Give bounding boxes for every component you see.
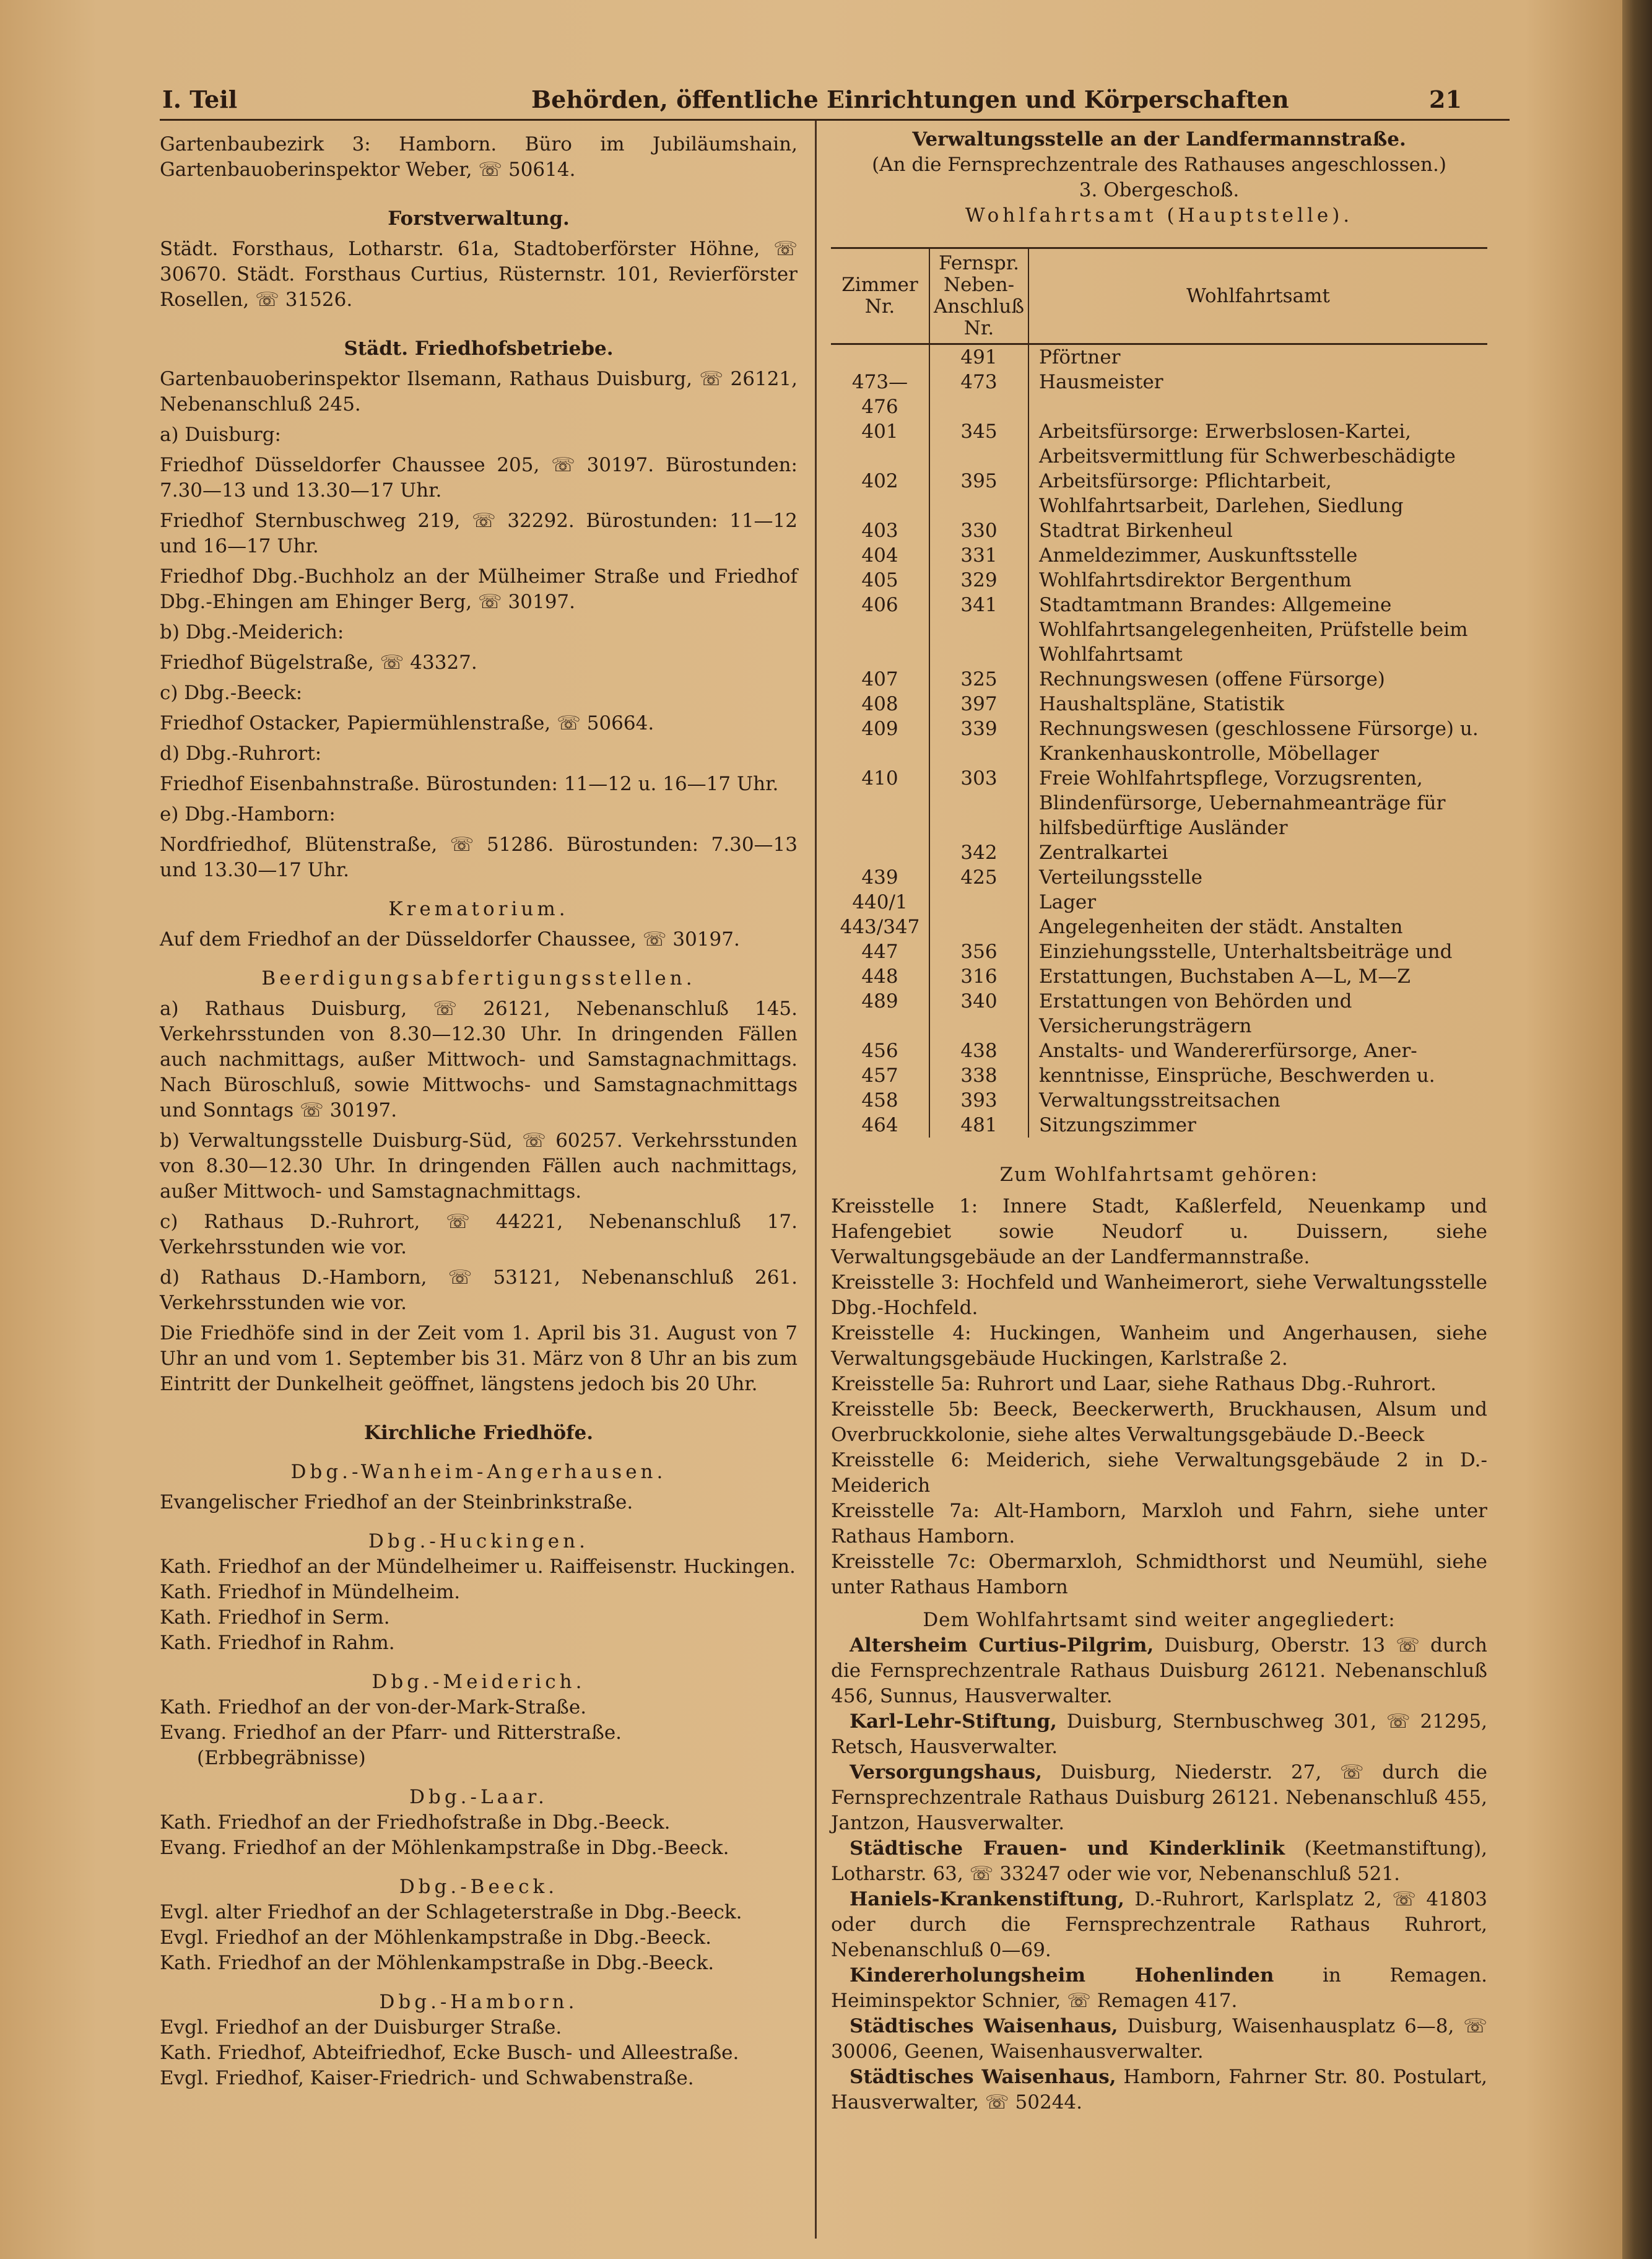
table-row [831,1063,1487,1088]
paragraph: Friedhof Eisenbahnstraße. Bürostunden: 11—12 u. 16—17 Uhr. [160,773,779,795]
list-item: Evgl. Friedhof an der Duisburger Straße. [160,2016,562,2039]
subsection-heading: Dbg.-Huckingen. [368,1530,589,1552]
part-label: I. Teil [162,85,238,113]
room-cell: 489 [861,990,898,1012]
phone-cell: 491 [929,344,1028,370]
office-cell: Sitzungszimmer [1039,1114,1196,1136]
section-heading: Forstverwaltung. [388,207,570,230]
phone-cell: 356 [929,939,1028,964]
kreisstelle-entry: Kreisstelle 3: Hochfeld und Wanheimerort, siehe Verwaltungsstelle Dbg.-Hochfeld. [831,1271,1487,1319]
paragraph: c) Dbg.-Beeck: [160,682,303,704]
table-row [831,692,1487,716]
phone-cell: 330 [929,518,1028,543]
institution-details: Duisburg, Sternbuschweg 301, ☏ 21295, Retsch, Hausverwalter. [831,1710,1487,1758]
table-row [831,419,1487,469]
room-cell: 404 [861,544,898,567]
paragraph: d) Dbg.-Ruhrort: [160,742,322,765]
office-cell: Haushaltspläne, Statistik [1039,693,1284,715]
phone-cell: 325 [929,667,1028,692]
institution-entry [831,2065,1487,2115]
institution-name: Städtische Frauen- und Kinderklinik [850,1837,1285,1860]
list-item: Kath. Friedhof in Rahm. [160,1632,395,1654]
institution-entry [831,1709,1487,1760]
room-cell: 405 [861,569,898,591]
table-row [831,865,1487,890]
col-header-phone: Fernspr. Neben-Anschluß Nr. [929,248,1028,344]
institution-name: Altersheim Curtius-Pilgrim, [850,1634,1154,1656]
office-cell: Lager [1039,891,1097,913]
kreisstelle-entry: Kreisstelle 7a: Alt-Hamborn, Marxloh und Fahrn, siehe unter Rathaus Hamborn. [831,1500,1487,1547]
section-heading: Kirchliche Friedhöfe. [364,1422,593,1444]
table-row [831,593,1487,667]
kreisstelle-entry: Kreisstelle 6: Meiderich, siehe Verwaltungsgebäude 2 in D.-Meiderich [831,1449,1487,1497]
office-label: Wohlfahrtsamt (Hauptstelle). [965,204,1354,227]
table-row [831,964,1487,989]
left-column [160,127,798,2091]
list-item: Evgl. Friedhof an der Möhlenkampstraße in Dbg.-Beeck. [160,1926,711,1949]
phone-cell: 329 [929,568,1028,593]
office-cell: Angelegenheiten der städt. Anstalten [1039,916,1403,938]
phone-cell [929,890,1028,915]
table-row [831,915,1487,939]
paragraph: Friedhof Ostacker, Papiermühlenstraße, ☏ 50664. [160,712,654,734]
phone-cell: 331 [929,543,1028,568]
phone-cell: 473 [929,370,1028,419]
institution-name: Haniels-Krankenstiftung, [850,1888,1124,1910]
room-cell: 403 [861,520,898,542]
office-cell: Erstattungen von Behörden und Versicherungsträgern [1039,990,1352,1037]
institution-details: Duisburg, Niederstr. 27, ☏ durch die Fernsprechzentrale Rathaus Duisburg 26121. Nebenanschluß 455, Jantzon, Hausverwalter. [831,1761,1487,1834]
paragraph: Städt. Forsthaus, Lotharstr. 61a, Stadtoberförster Höhne, ☏ 30670. Städt. Forsthaus Curtius, Rüsternstr. 101, Revierförster Rosellen, ☏ 31526. [160,238,798,311]
phone-cell: 395 [929,469,1028,518]
room-cell [831,840,929,865]
paragraph: e) Dbg.-Hamborn: [160,803,336,825]
room-cell: 448 [861,965,898,988]
list-item: Kath. Friedhof an der von-der-Mark-Straße. [160,1696,587,1718]
room-cell: 407 [861,668,898,690]
office-cell: Stadtamtmann Brandes: Allgemeine Wohlfahrtsangelegenheiten, Prüfstelle beim Wohlfahrtsamt [1039,594,1468,666]
col-header-office: Wohlfahrtsamt [1028,248,1487,344]
institution-entry [831,1836,1487,1887]
section-title: Verwaltungsstelle an der Landfermannstraße. [912,128,1406,150]
subsection-heading: Dbg.-Meiderich. [372,1671,586,1693]
office-cell: Einziehungsstelle, Unterhaltsbeiträge und [1039,941,1453,963]
page-number: 21 [1429,85,1462,113]
attached-title: Dem Wohlfahrtsamt sind weiter angegliedert: [923,1609,1396,1631]
table-row [831,766,1487,840]
list-item: Kath. Friedhof, Abteifriedhof, Ecke Busch- und Alleestraße. [160,2042,739,2064]
list-item: Kath. Friedhof in Serm. [160,1606,390,1629]
office-cell: Verteilungsstelle [1039,866,1202,889]
room-cell: 464 [861,1114,898,1136]
paragraph: Gartenbauoberinspektor Ilsemann, Rathaus Duisburg, ☏ 26121, Nebenanschluß 245. [160,368,798,416]
room-cell: 439 [861,866,898,889]
institution-details: (Keetmanstiftung), Lotharstr. 63, ☏ 33247 oder wie vor, Nebenanschluß 521. [831,1837,1488,1885]
room-table [831,247,1487,1138]
paragraph: d) Rathaus D.-Hamborn, ☏ 53121, Nebenanschluß 261. Verkehrsstunden wie vor. [160,1266,798,1314]
phone-cell: 338 [929,1063,1028,1088]
paragraph: a) Duisburg: [160,424,281,446]
institution-entry [831,1887,1487,1963]
phone-cell: 438 [929,1038,1028,1063]
phone-cell [929,915,1028,939]
phone-cell: 341 [929,593,1028,667]
paragraph: Friedhof Sternbuschweg 219, ☏ 32292. Bürostunden: 11—12 und 16—17 Uhr. [160,510,798,557]
institution-name: Versorgungshaus, [850,1761,1043,1783]
room-cell: 456 [861,1040,898,1062]
institution-name: Städtisches Waisenhaus, [850,2015,1118,2037]
list-item: Kath. Friedhof an der Möhlenkampstraße in Dbg.-Beeck. [160,1952,715,1974]
office-cell: Freie Wohlfahrtspflege, Vorzugsrenten, Blindenfürsorge, Uebernahmeanträge für hilfsbedürftige Ausländer [1039,767,1446,839]
subsection-heading: Beerdigungsabfertigungsstellen. [261,967,696,990]
phone-cell: 342 [929,840,1028,865]
table-row [831,939,1487,964]
room-cell [831,344,929,370]
right-column [831,127,1487,2115]
section-heading: Städt. Friedhofsbetriebe. [344,337,614,360]
list-item: Evang. Friedhof an der Möhlenkampstraße in Dbg.-Beeck. [160,1837,729,1859]
floor-label: 3. Obergeschoß. [1079,179,1240,201]
table-row [831,1038,1487,1063]
subsection-heading: Dbg.-Beeck. [399,1876,559,1898]
subsection-heading: Krematorium. [388,898,569,920]
col-header-room: Zimmer Nr. [831,248,929,344]
list-item: Evang. Friedhof an der Pfarr- und Ritterstraße. [160,1721,622,1744]
office-cell: Arbeitsfürsorge: Erwerbslosen-Kartei, Arbeitsvermittlung für Schwerbeschädigte [1039,420,1456,468]
subsection-heading: Dbg.-Hamborn. [379,1991,578,2013]
office-cell: Pförtner [1039,346,1121,368]
office-cell: Wohlfahrtsdirektor Bergenthum [1039,569,1352,591]
institution-details: in Remagen. Heiminspektor Schnier, ☏ Remagen 417. [831,1964,1487,2012]
room-cell: 401 [861,420,898,443]
paragraph: Die Friedhöfe sind in der Zeit vom 1. April bis 31. August von 7 Uhr an und vom 1. September bis 31. März von 8 Uhr an bis zum Eintritt der Dunkelheit geöffnet, längstens jedoch bis 20 Uhr. [160,1322,798,1395]
table-row [831,890,1487,915]
phone-cell: 425 [929,865,1028,890]
table-row [831,543,1487,568]
room-cell: 473—476 [851,371,908,418]
institution-entry [831,1760,1487,1836]
room-cell: 458 [861,1089,898,1112]
subsection-heading: Dbg.-Wanheim-Angerhausen. [290,1461,667,1483]
paragraph: Friedhof Dbg.-Buchholz an der Mülheimer Straße und Friedhof Dbg.-Ehingen am Ehinger Berg, ☏ 30197. [160,565,798,613]
office-cell: Stadtrat Birkenheul [1039,520,1233,542]
institution-entry [831,1633,1487,1709]
room-table-body [831,344,1487,1138]
page-edge [1622,0,1652,2259]
paragraph: Gartenbaubezirk 3: Hamborn. Büro im Jubiläumshain, Gartenbauoberinspektor Weber, ☏ 50614. [160,133,798,181]
room-cell: 410 [861,767,898,790]
table-row [831,1088,1487,1113]
office-cell: Anstalts- und Wandererfürsorge, Aner- [1039,1040,1417,1062]
office-cell: Arbeitsfürsorge: Pflichtarbeit, Wohlfahrtsarbeit, Darlehen, Siedlung [1039,470,1404,517]
institution-entry [831,1963,1487,2014]
room-cell: 406 [861,594,898,616]
institution-entry [831,2014,1487,2065]
institution-name: Kindererholungsheim Hohenlinden [850,1964,1274,1987]
kreisstelle-entry: Kreisstelle 1: Innere Stadt, Kaßlerfeld, Neuenkamp und Hafengebiet sowie Neudorf u. Duissern, siehe Verwaltungsgebäude an der Landfermannstraße. [831,1195,1487,1268]
table-row [831,716,1487,766]
phone-cell: 340 [929,989,1028,1038]
office-cell: kenntnisse, Einsprüche, Beschwerden u. [1039,1064,1435,1087]
belongs-list [831,1194,1487,1600]
belongs-title: Zum Wohlfahrtsamt gehören: [999,1164,1319,1186]
table-row [831,667,1487,692]
paragraph: b) Verwaltungsstelle Duisburg-Süd, ☏ 60257. Verkehrsstunden von 8.30—12.30 Uhr. In dringenden Fällen auch nachmittags, außer Mittwoch- und Samstagnachmittags. [160,1130,798,1203]
table-row [831,840,1487,865]
paragraph: c) Rathaus D.-Ruhrort, ☏ 44221, Nebenanschluß 17. Verkehrsstunden wie vor. [160,1211,798,1258]
room-cell: 440/1 [852,891,908,913]
table-row [831,568,1487,593]
phone-cell: 345 [929,419,1028,469]
room-cell: 447 [861,941,898,963]
office-cell: Anmeldezimmer, Auskunftsstelle [1039,544,1358,567]
list-item: Evgl. Friedhof, Kaiser-Friedrich- und Schwabenstraße. [160,2067,694,2089]
table-row [831,518,1487,543]
office-cell: Rechnungswesen (offene Fürsorge) [1039,668,1385,690]
institution-details: Duisburg, Oberstr. 13 ☏ durch die Fernsprechzentrale Rathaus Duisburg 26121. Nebenanschluß 456, Sunnus, Hausverwalter. [831,1634,1487,1707]
paragraph: a) Rathaus Duisburg, ☏ 26121, Nebenanschluß 145. Verkehrsstunden von 8.30—12.30 Uhr. In dringenden Fällen auch nachmittags, außer Mittwoch- und Samstagnachmittags. Nach Büroschluß, sowie Mittwochs- und Samstagnachmittags und Sonntags ☏ 30197. [160,998,798,1121]
room-cell: 443/347 [840,916,920,938]
phone-cell: 339 [929,716,1028,766]
phone-cell: 397 [929,692,1028,716]
column-divider [815,121,817,2239]
kreisstelle-entry: Kreisstelle 5a: Ruhrort und Laar, siehe Rathaus Dbg.-Ruhrort. [831,1373,1437,1395]
list-item: Kath. Friedhof an der Friedhofstraße in Dbg.-Beeck. [160,1811,671,1834]
subsection-heading: Dbg.-Laar. [409,1786,548,1808]
institution-details: D.-Ruhrort, Karlsplatz 2, ☏ 41803 oder durch die Fernsprechzentrale Rathaus Ruhrort, Nebenanschluß 0—69. [831,1888,1487,1961]
attached-list [831,1633,1487,2115]
kreisstelle-entry: Kreisstelle 7c: Obermarxloh, Schmidthorst und Neumühl, siehe unter Rathaus Hamborn [831,1551,1487,1598]
room-cell: 402 [861,470,898,492]
table-row [831,989,1487,1038]
kreisstelle-entry: Kreisstelle 5b: Beeck, Beeckerwerth, Bruckhausen, Alsum und Overbruckkolonie, siehe altes Verwaltungsgebäude D.-Beeck [831,1398,1487,1446]
room-cell: 409 [861,718,898,740]
office-cell: Hausmeister [1039,371,1163,393]
list-item: Kath. Friedhof in Mündelheim. [160,1581,461,1603]
paragraph: Friedhof Bügelstraße, ☏ 43327. [160,651,477,674]
list-item: Kath. Friedhof an der Mündelheimer u. Raiffeisenstr. Huckingen. [160,1556,796,1578]
office-cell: Zentralkartei [1039,842,1168,864]
running-head: Behörden, öffentliche Einrichtungen und Körperschaften [531,85,1289,113]
paragraph: Auf dem Friedhof an der Düsseldorfer Chaussee, ☏ 30197. [160,928,740,951]
table-row [831,370,1487,419]
office-cell: Erstattungen, Buchstaben A—L, M—Z [1039,965,1411,988]
paragraph: Nordfriedhof, Blütenstraße, ☏ 51286. Bürostunden: 7.30—13 und 13.30—17 Uhr. [160,834,798,881]
header-rule [160,119,1510,121]
phone-cell: 393 [929,1088,1028,1113]
table-row [831,469,1487,518]
paragraph: Evangelischer Friedhof an der Steinbrinkstraße. [160,1491,633,1513]
paragraph: Friedhof Düsseldorfer Chaussee 205, ☏ 30197. Bürostunden: 7.30—13 und 13.30—17 Uhr. [160,454,798,502]
table-row [831,1113,1487,1138]
office-cell: Rechnungswesen (geschlossene Fürsorge) u. Krankenhauskontrolle, Möbellager [1039,718,1479,765]
list-note: (Erbbegräbnisse) [197,1747,366,1769]
institution-details: Hamborn, Fahrner Str. 80. Postulart, Hausverwalter, ☏ 50244. [831,2066,1488,2113]
kreisstelle-entry: Kreisstelle 4: Huckingen, Wanheim und Angerhausen, siehe Verwaltungsgebäude Huckingen, Karlstraße 2. [831,1322,1487,1370]
paragraph: b) Dbg.-Meiderich: [160,621,344,643]
section-subtitle: (An die Fernsprechzentrale des Rathauses angeschlossen.) [872,154,1446,176]
room-cell: 408 [861,693,898,715]
institution-name: Karl-Lehr-Stiftung, [850,1710,1057,1733]
institution-name: Städtisches Waisenhaus, [850,2066,1116,2088]
phone-cell: 303 [929,766,1028,840]
phone-cell: 316 [929,964,1028,989]
room-cell: 457 [861,1064,898,1087]
institution-details: Duisburg, Waisenhausplatz 6—8, ☏ 30006, Geenen, Waisenhausverwalter. [831,2015,1487,2063]
office-cell: Verwaltungsstreitsachen [1039,1089,1280,1112]
table-row [831,344,1487,370]
phone-cell: 481 [929,1113,1028,1138]
list-item: Evgl. alter Friedhof an der Schlageterstraße in Dbg.-Beeck. [160,1901,742,1923]
